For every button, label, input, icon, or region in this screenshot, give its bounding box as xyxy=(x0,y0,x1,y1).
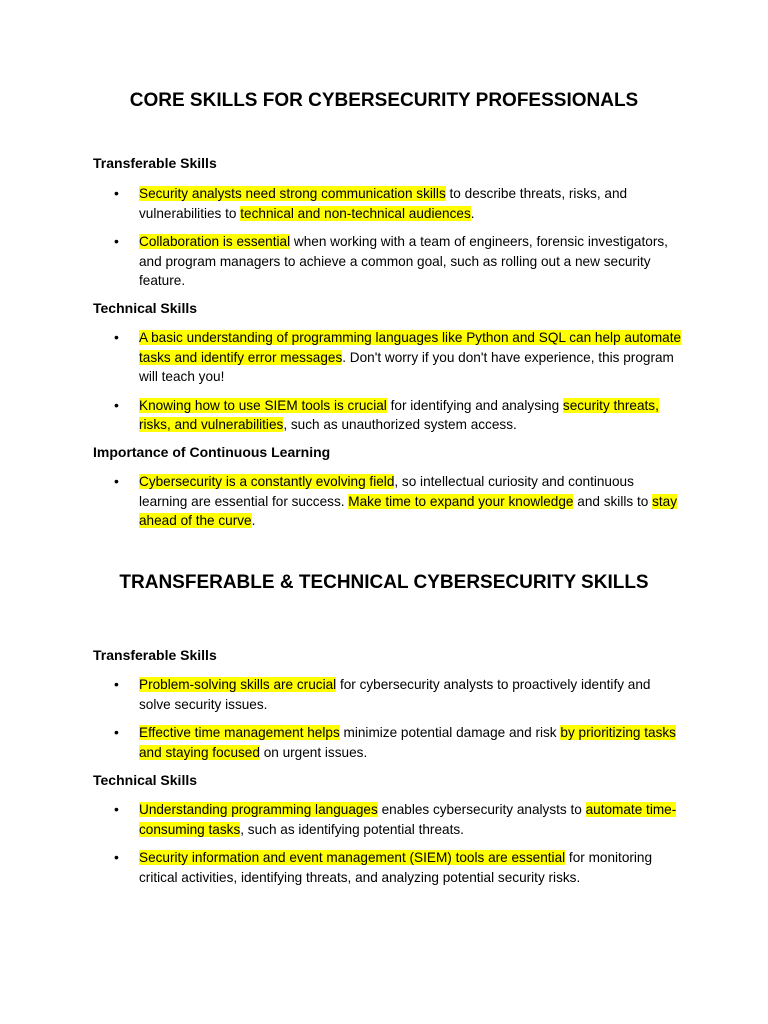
text: minimize potential damage and risk xyxy=(339,725,561,740)
text: enables cybersecurity analysts to xyxy=(377,802,586,817)
highlight: A basic understanding of programming languages like Python and SQL can help automate tasks and identify error messages xyxy=(139,330,682,365)
document-title: TRANSFERABLE & TECHNICAL CYBERSECURITY SKILLS xyxy=(119,572,649,593)
text: and skills to xyxy=(573,493,653,509)
text: to describe threats, risks, and vulnerabilities to xyxy=(139,186,628,221)
list-item xyxy=(93,396,683,435)
highlight: Problem-solving skills are crucial xyxy=(139,677,337,692)
highlight: security threats, risks, and vulnerabilities xyxy=(139,397,659,432)
bullet-list xyxy=(93,472,683,540)
highlight: technical and non-technical audiences xyxy=(240,205,471,221)
bullet-list xyxy=(93,675,683,771)
list-item xyxy=(93,848,683,887)
list-item xyxy=(93,184,683,223)
document-title: CORE SKILLS FOR CYBERSECURITY PROFESSIONALS xyxy=(129,90,639,111)
highlight: Knowing how to use SIEM tools is crucial xyxy=(139,397,387,413)
section-heading: Transferable Skills xyxy=(93,155,217,171)
highlight: Make time to expand your knowledge xyxy=(348,493,574,509)
text: , such as unauthorized system access. xyxy=(283,417,517,432)
text: on urgent issues. xyxy=(259,744,368,760)
section-heading: Transferable Skills xyxy=(93,647,217,663)
bullet-list xyxy=(93,800,683,896)
list-item xyxy=(93,232,683,291)
highlight: Understanding programming languages xyxy=(139,802,378,817)
text: , so intellectual curiosity and continuous learning are essential for success. xyxy=(139,474,634,509)
list-item xyxy=(93,800,683,839)
bullet-list xyxy=(93,184,683,300)
highlight: by prioritizing tasks and staying focused xyxy=(139,725,676,760)
section-heading: Technical Skills xyxy=(93,772,198,788)
text: for cybersecurity analysts to proactively identify and solve security issues. xyxy=(139,677,651,712)
section-heading: Technical Skills xyxy=(93,300,198,316)
highlight: Security information and event management (SIEM) tools are essential xyxy=(139,850,566,865)
section-heading: Importance of Continuous Learning xyxy=(93,444,331,460)
text: , such as identifying potential threats. xyxy=(240,821,464,837)
highlight: Collaboration is essential xyxy=(139,234,291,249)
highlight: Effective time management helps xyxy=(139,725,340,740)
highlight: stay ahead of the curve xyxy=(139,493,677,528)
list-item xyxy=(93,723,683,762)
text: for identifying and analysing xyxy=(386,397,563,413)
highlight: automate time-consuming tasks xyxy=(139,802,677,837)
text: . Don't worry if you don't have experience, this program will teach you! xyxy=(139,349,674,384)
text: when working with a team of engineers, forensic investigators, and program managers to achieve a common goal, such as rolling out a new security feature. xyxy=(139,234,668,288)
text: for monitoring critical activities, identifying threats, and analyzing potential security risks. xyxy=(139,850,653,885)
text: . xyxy=(470,205,475,221)
list-item xyxy=(93,472,683,531)
highlight: Cybersecurity is a constantly evolving field xyxy=(139,474,395,489)
list-item xyxy=(93,328,683,387)
highlight: Security analysts need strong communication skills xyxy=(139,186,446,201)
list-item xyxy=(93,675,683,714)
text: . xyxy=(251,513,256,528)
bullet-list xyxy=(93,328,683,444)
